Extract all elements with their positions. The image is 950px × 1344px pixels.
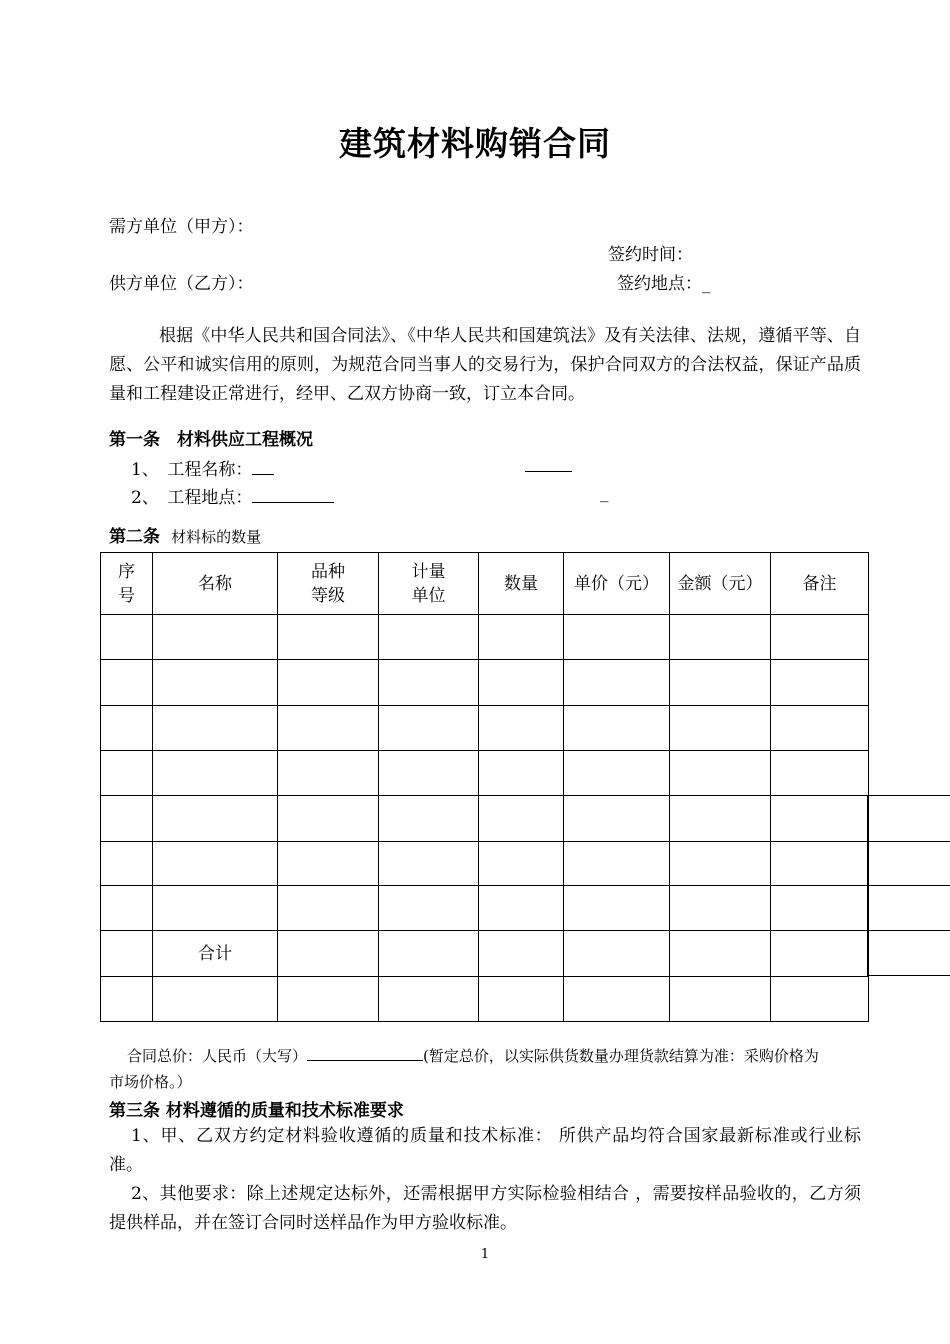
table-cell[interactable]	[153, 751, 278, 796]
table-cell[interactable]	[101, 660, 153, 706]
table-cell[interactable]	[479, 886, 564, 931]
table-cell[interactable]	[278, 977, 379, 1022]
col-header-name: 名称	[153, 553, 278, 615]
project-name-blank	[252, 457, 274, 475]
table-cell[interactable]	[771, 706, 869, 751]
table-cell[interactable]	[153, 886, 278, 931]
table-cell[interactable]	[101, 751, 153, 796]
total-price-line	[127, 1045, 819, 1066]
table-cell[interactable]	[379, 931, 479, 977]
article3-item2: 2、其他要求：除上述规定达标外，还需根据甲方实际检验相结合 ，需要按样品验收的，乙方须提供样品，并在签订合同时送样品作为甲方验收标准。	[109, 1184, 861, 1233]
table-cell[interactable]	[278, 615, 379, 660]
table-row	[101, 842, 869, 886]
table-cell[interactable]	[379, 706, 479, 751]
page-number: 1	[480, 1247, 490, 1262]
table-cell[interactable]	[278, 660, 379, 706]
total-price-blank[interactable]	[307, 1046, 423, 1061]
table-cell[interactable]	[771, 751, 869, 796]
table-cell[interactable]	[101, 842, 153, 886]
table-cell[interactable]	[278, 796, 379, 842]
table-cell[interactable]	[479, 660, 564, 706]
materials-table	[100, 552, 869, 1022]
table-cell[interactable]	[379, 660, 479, 706]
table-cell[interactable]	[670, 977, 771, 1022]
col-header-remarks: 备注	[771, 553, 869, 615]
table-cell[interactable]	[670, 751, 771, 796]
table-cell[interactable]	[564, 706, 670, 751]
project-place-tail: _	[600, 483, 609, 503]
table-cell[interactable]	[564, 660, 670, 706]
table-cell[interactable]	[771, 615, 869, 660]
table-cell[interactable]	[101, 796, 153, 842]
table-cell[interactable]	[479, 706, 564, 751]
total-label: 合计	[153, 931, 278, 977]
table-cell[interactable]	[564, 931, 670, 977]
article2-heading-bold: 第二条	[109, 527, 160, 547]
table-row	[101, 886, 869, 931]
table-cell[interactable]	[771, 660, 869, 706]
table-row	[101, 751, 869, 796]
col-header-unit: 计量 单位	[379, 553, 479, 615]
table-cell[interactable]	[101, 886, 153, 931]
table-cell[interactable]	[564, 615, 670, 660]
article2-heading	[109, 522, 261, 547]
table-cell[interactable]	[479, 977, 564, 1022]
table-cell[interactable]	[564, 977, 670, 1022]
table-cell[interactable]	[771, 886, 869, 931]
table-cell[interactable]	[278, 751, 379, 796]
table-cell[interactable]	[101, 977, 153, 1022]
table-cell[interactable]	[771, 842, 869, 886]
table-cell[interactable]	[564, 842, 670, 886]
table-cell[interactable]	[771, 931, 869, 977]
table-cell[interactable]	[379, 615, 479, 660]
table-cell[interactable]	[379, 796, 479, 842]
table-cell[interactable]	[670, 660, 771, 706]
table-cell[interactable]	[278, 931, 379, 977]
table-cell[interactable]	[670, 615, 771, 660]
col-header-grade: 品种 等级	[278, 553, 379, 615]
table-cell[interactable]	[479, 842, 564, 886]
table-cell[interactable]	[153, 660, 278, 706]
table-cell[interactable]	[771, 796, 869, 842]
col-header-unit-price: 单价（元）	[564, 553, 670, 615]
document-title: 建筑材料购销合同	[339, 124, 611, 163]
table-row	[101, 706, 869, 751]
table-cell[interactable]	[153, 796, 278, 842]
project-name-label: 1、 工程名称：	[131, 460, 253, 480]
total-price-note: (暂定总价，以实际供货数量办理货款结算为准：采购价格为	[423, 1047, 819, 1065]
table-header-row	[101, 553, 869, 615]
table-cell[interactable]	[564, 751, 670, 796]
table-cell[interactable]	[379, 977, 479, 1022]
article2-heading-rest: 材料标的数量	[171, 528, 262, 546]
table-row	[101, 660, 869, 706]
table-cell[interactable]	[278, 706, 379, 751]
table-cell[interactable]	[670, 796, 771, 842]
total-price-line2: 市场价格。）	[109, 1073, 192, 1091]
table-cell[interactable]	[670, 931, 771, 977]
table-cell[interactable]	[479, 796, 564, 842]
buyer-label: 需方单位（甲方）：	[109, 217, 254, 237]
table-row	[101, 796, 869, 842]
table-cell[interactable]	[101, 615, 153, 660]
article1-heading: 第一条 材料供应工程概况	[109, 430, 313, 450]
table-cell[interactable]	[771, 977, 869, 1022]
table-cell[interactable]	[153, 977, 278, 1022]
project-place-blank	[252, 485, 334, 503]
seller-label: 供方单位（乙方）：	[109, 274, 254, 294]
table-cell[interactable]	[153, 842, 278, 886]
table-cell[interactable]	[670, 886, 771, 931]
total-price-label: 合同总价：人民币（大写）	[127, 1047, 308, 1065]
table-cell[interactable]	[670, 842, 771, 886]
table-overflow-cell	[867, 930, 950, 976]
table-overflow-cell	[867, 841, 950, 886]
project-place-row	[131, 483, 334, 508]
table-cell[interactable]	[479, 931, 564, 977]
table-overflow-cell	[867, 795, 950, 842]
table-total-row	[101, 931, 869, 977]
table-cell[interactable]	[564, 886, 670, 931]
col-header-quantity: 数量	[479, 553, 564, 615]
article3-heading: 第三条 材料遵循的质量和技术标准要求	[109, 1101, 404, 1121]
table-cell[interactable]	[379, 842, 479, 886]
project-place-label: 2、 工程地点：	[131, 488, 253, 508]
table-row	[101, 977, 869, 1022]
sign-time-label: 签约时间：	[608, 245, 693, 265]
intro-paragraph: 根据《中华人民共和国合同法》、《中华人民共和国建筑法》及有关法律、法规，遵循平等、自愿、公平和诚实信用的原则，为规范合同当事人的交易行为，保护合同双方的合法权益，保证产品质量和工程建设正常进行，经甲、乙双方协商一致，订立本合同。	[109, 326, 861, 404]
project-name-blank-tail	[525, 471, 572, 472]
table-cell[interactable]	[153, 615, 278, 660]
table-cell[interactable]	[278, 886, 379, 931]
table-cell[interactable]	[479, 751, 564, 796]
table-cell[interactable]	[379, 751, 479, 796]
table-cell[interactable]	[670, 706, 771, 751]
table-cell[interactable]	[278, 842, 379, 886]
table-cell[interactable]	[564, 796, 670, 842]
table-cell[interactable]	[101, 931, 153, 977]
table-cell[interactable]	[153, 706, 278, 751]
col-header-amount: 金额（元）	[670, 553, 771, 615]
col-header-index: 序 号	[101, 553, 153, 615]
table-cell[interactable]	[379, 886, 479, 931]
table-row	[101, 615, 869, 660]
table-overflow-cell	[867, 885, 950, 931]
sign-place-label: 签约地点：_	[617, 274, 711, 294]
table-cell[interactable]	[101, 706, 153, 751]
project-name-row	[131, 455, 274, 480]
article3-item1: 1、甲、乙双方约定材料验收遵循的质量和技术标准： 所供产品均符合国家最新标准或行业标准。	[109, 1126, 861, 1175]
table-cell[interactable]	[479, 615, 564, 660]
